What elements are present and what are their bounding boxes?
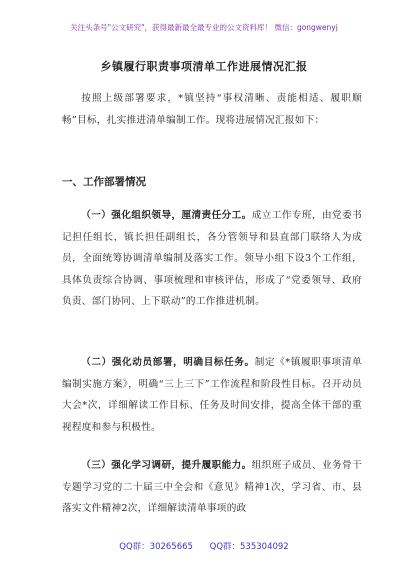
item-paragraph-1 xyxy=(62,205,362,313)
item-lead-3: （三）强化学习调研，提升履职能力。 xyxy=(81,460,252,471)
item-body-1: 成立工作专班，由党委书记担任组长，镇长担任副组长，各分管领导和县直部门联络人为成员，全面统筹协调清单编制及落实工作。领导小组下设3个工作组，具体负责综合协调、事项梳理和审核评估，形成了“党委领导、政府负责、部门协同、上下联动”的工作推进机制。 xyxy=(62,210,362,307)
header-banner: 关注头条号"公文研究"，获得最新最全最专业的公文资料库！ 微信：gongwenyj xyxy=(70,23,338,32)
item-paragraph-2 xyxy=(62,352,362,438)
item-body-2: 制定《*镇履职事项清单编制实施方案》，明确“三上三下”工作流程和阶段性目标。召开动员大会*次，详细解读工作目标、任务及时间安排，提高全体干部的重视程度和参与积极性。 xyxy=(62,357,362,433)
item-lead-1: （一）强化组织领导，厘清责任分工。 xyxy=(81,210,252,221)
section-heading: 一、工作部署情况 xyxy=(62,176,146,188)
document-title: 乡镇履行职责事项清单工作进展情况汇报 xyxy=(100,60,308,73)
intro-paragraph: 按照上级部署要求，*镇坚持“事权清晰、责能相适、履职顺畅”目标，扎实推进清单编制工作。现将进展情况汇报如下： xyxy=(62,93,362,126)
footer-contacts: QQ群：30265665 QQ群：535304092 xyxy=(119,542,289,552)
item-paragraph-3 xyxy=(62,455,362,520)
item-lead-2: （二）强化动员部署，明确目标任务。 xyxy=(81,357,255,368)
item-body-3: 组织班子成员、业务骨干专题学习党的二十届三中全会和《意见》精神1次，学习省、市、县落实文件精神2次，详细解读清单事项的政 xyxy=(62,460,362,514)
